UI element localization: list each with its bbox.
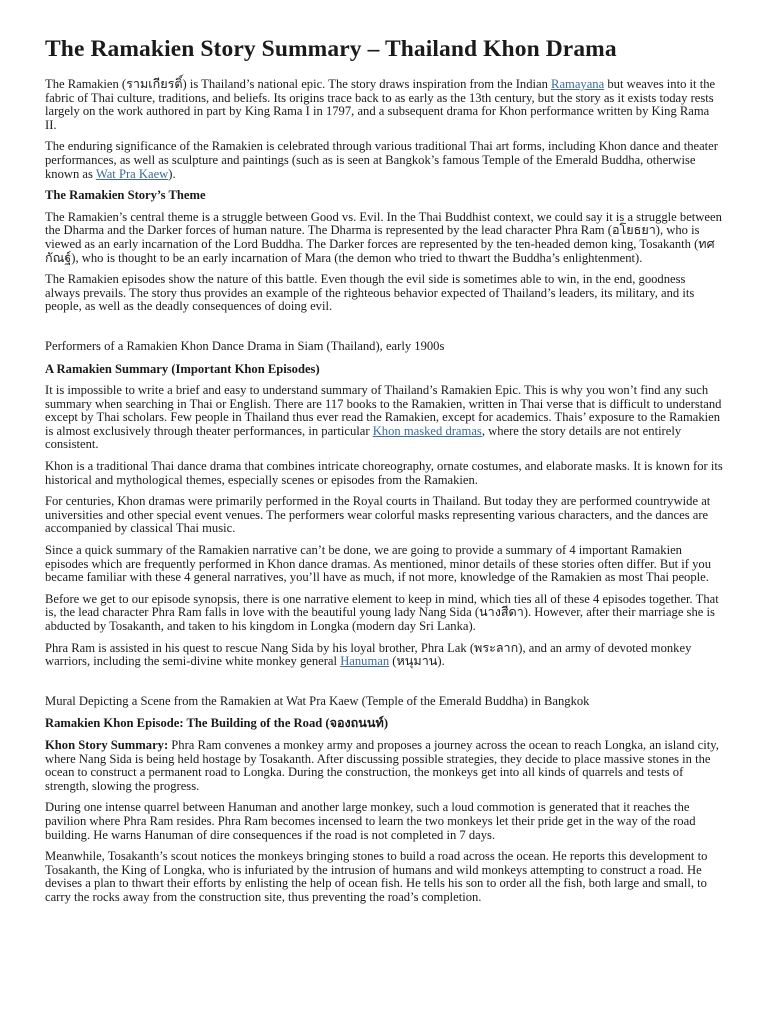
hanuman-link[interactable]: Hanuman	[340, 654, 390, 669]
page-title: The Ramakien Story Summary – Thailand Khon Drama	[45, 36, 617, 62]
khon-masked-dramas-link[interactable]: Khon masked dramas	[372, 423, 482, 438]
paragraph-quarrel: During one intense quarrel between Hanuman and another large monkey, such a loud commotion is generated that it reaches the pavilion where Phra Ram resides. Phra Ram becomes incensed to learn the two monkeys let their pride get in the way of the road building. He warns Hanuman of dire consequences if the road is not completed in 7 days.	[45, 800, 696, 842]
paragraph-centuries: For centuries, Khon dramas were primarily performed in the Royal courts in Thailand. But today they are performed countrywide at universities and other special event venues. The performers wear colorful masks representing various characters, and the dances are accompanied by classical Thai music.	[45, 494, 711, 536]
image-caption-mural: Mural Depicting a Scene from the Ramakien at Wat Pra Kaew (Temple of the Emerald Buddha) in Bangkok	[45, 693, 590, 708]
paragraph-narrative: Before we get to our episode synopsis, there is one narrative element to keep in mind, which ties all of these 4 episodes together. That is, the lead character Phra Ram falls in love with the beautiful young lady Nang Sida (นางสีดา). However, after their marriage she is abducted by Tosakanth, and taken to his kingdom in Longka (modern day Sri Lanka).	[45, 591, 719, 633]
paragraph-intro: The Ramakien (รามเกียรติ์) is Thailand’s national epic. The story draws inspiration from the Indian Ramayana but weaves into it the fabric of Thai culture, traditions, and beliefs. Its origins trace back to as early as the 13th century, but the story as it exists today rests largely on the work authored in part by King Rama I in 1797, and a subsequent drama for Khon performance written by King Rama II.	[45, 77, 716, 132]
story-summary-label: Khon Story Summary:	[45, 737, 169, 752]
paragraph-quick-summary: Since a quick summary of the Ramakien narrative can’t be done, we are going to provide a summary of 4 important Ramakien episodes which are frequently performed in Khon dance dramas. As mentioned, minor details of these stories often differ. But if you became familiar with these 4 general narratives, you’ll have as much, if not more, knowledge of the Ramakien as most Thai people.	[45, 543, 712, 585]
paragraph-significance: The enduring significance of the Ramakien is celebrated through various traditional Thai art forms, including Khon dance and theater performances, as well as sculpture and paintings (such as is seen at Bangkok’s famous Temple of the Emerald Buddha, otherwise known as Wat Pra Kaew).	[45, 139, 718, 181]
paragraph-meanwhile: Meanwhile, Tosakanth’s scout notices the monkeys bringing stones to build a road across the ocean. He reports this development to Tosakanth, the King of Longka, who is infuriated by the intrusion of humans and wild monkeys attempting to construct a road. He devises a plan to thwart their efforts by enlisting the help of ocean fish. He tells his son to order all the fish, both large and small, to carry the rocks away from the construction site, thus preventing the road’s completion.	[45, 849, 708, 904]
wat-pra-kaew-link[interactable]: Wat Pra Kaew	[95, 166, 169, 181]
ramayana-link[interactable]: Ramayana	[551, 77, 605, 91]
paragraph-episodes: The Ramakien episodes show the nature of this battle. Even though the evil side is sometimes able to win, in the end, goodness always prevails. The story thus provides an example of the righteous behavior expected of Thailand’s leaders, its military, and its people, as well as the deadly consequences of doing evil.	[45, 272, 695, 314]
paragraph-impossible: It is impossible to write a brief and easy to understand summary of Thailand’s Ramakien Epic. This is why you won’t find any such summary when searching in Thai or English. There are 117 books to the Ramakien, written in Thai verse that is difficult to understand except by Thai scholars. Few people in Thailand thus ever read the Ramakien, except for academics. Thais’ exposure to the Ramakien is almost exclusively through theater performances, in particular Khon masked dramas, where the story details are not entirely consistent.	[45, 383, 722, 452]
heading-theme: The Ramakien Story’s Theme	[45, 188, 206, 203]
image-caption-performers: Performers of a Ramakien Khon Dance Drama in Siam (Thailand), early 1900s	[45, 338, 445, 353]
paragraph-assisted: Phra Ram is assisted in his quest to rescue Nang Sida by his loyal brother, Phra Lak (พระลาก), and an army of devoted monkey warriors, including the semi-divine white monkey general Hanuman (หนุมาน).	[45, 640, 692, 669]
paragraph-story-summary: Khon Story Summary: Phra Ram convenes a monkey army and proposes a journey across the ocean to reach Longka, an island city, where Nang Sida is being held hostage by Tosakanth. After discussing possible strategies, they decide to place massive stones in the ocean to construct a permanent road to Longka. During the construction, the monkeys get into all kinds of quarrels and tests of strength, slowing the progress.	[45, 737, 719, 793]
paragraph-theme: The Ramakien’s central theme is a struggle between Good vs. Evil. In the Thai Buddhist context, we could say it is a struggle between the Dharma and the Darker forces of human nature. The Dharma is represented by the lead character Phra Ram (อโยธยา), who is viewed as an early incarnation of the Lord Buddha. The Darker forces are represented by the ten-headed demon king, Tosakanth (ทศกัณฐ์), who is thought to be an early incarnation of Mara (the demon who tried to thwart the Buddha’s enlightenment).	[45, 209, 722, 265]
paragraph-khon: Khon is a traditional Thai dance drama that combines intricate choreography, ornate costumes, and elaborate masks. It is known for its historical and mythological themes, especially scenes or episodes from the Ramakien.	[45, 459, 723, 487]
heading-episode: Ramakien Khon Episode: The Building of the Road (จองถนนท์)	[45, 716, 389, 731]
heading-summary: A Ramakien Summary (Important Khon Episodes)	[45, 361, 320, 376]
